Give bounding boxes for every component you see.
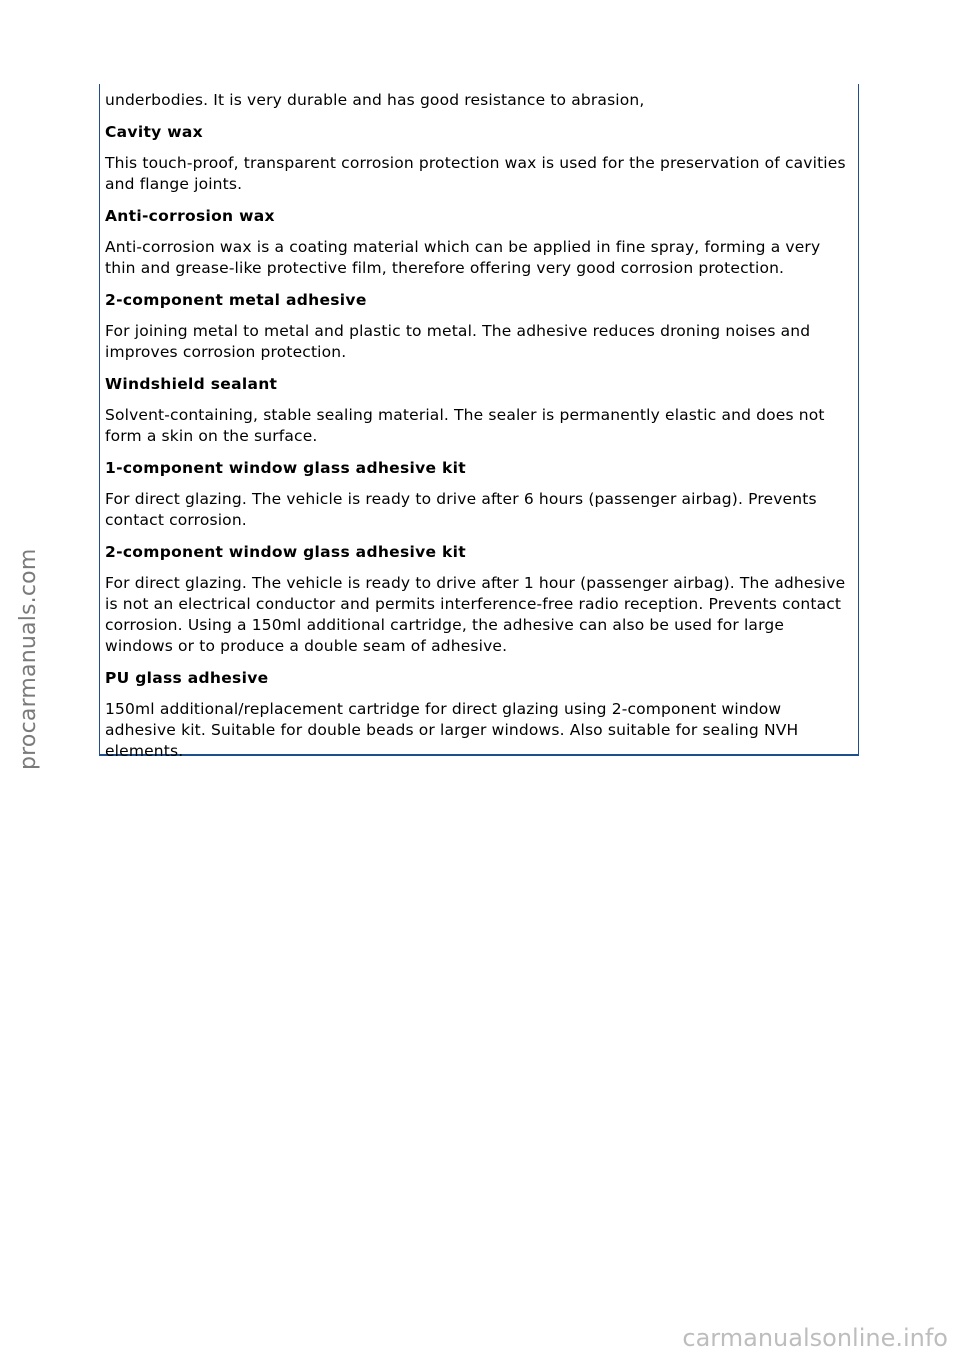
section-heading-1-component-kit: 1-component window glass adhesive kit xyxy=(105,459,466,477)
section-heading-cavity-wax: Cavity wax xyxy=(105,123,203,141)
bottom-watermark: carmanualsonline.info xyxy=(682,1324,948,1352)
section-heading-anti-corrosion-wax: Anti-corrosion wax xyxy=(105,207,275,225)
body-paragraph: For direct glazing. The vehicle is ready to drive after 6 hours (passenger airbag). Prevents contact corrosion. xyxy=(105,490,817,529)
body-paragraph: For direct glazing. The vehicle is ready to drive after 1 hour (passenger airbag). The adhesive is not an electrical conductor and permits interference-free radio reception. Prevents contact corrosion. Using a 150ml additional cartridge, the adhesive can also be used for large windows or to produce a double seam of adhesive. xyxy=(105,574,846,655)
side-watermark: procarmanuals.com xyxy=(16,548,41,770)
body-paragraph: 150ml additional/replacement cartridge for direct glazing using 2-component window adhesive kit. Suitable for double beads or larger windows. Also suitable for sealing NVH elements. xyxy=(105,700,799,760)
body-paragraph: This touch-proof, transparent corrosion protection wax is used for the preservation of cavities and flange joints. xyxy=(105,154,846,193)
body-paragraph: For joining metal to metal and plastic to metal. The adhesive reduces droning noises and improves corrosion protection. xyxy=(105,322,811,361)
section-heading-metal-adhesive: 2-component metal adhesive xyxy=(105,291,367,309)
body-paragraph: underbodies. It is very durable and has good resistance to abrasion, xyxy=(105,91,645,109)
section-heading-pu-glass-adhesive: PU glass adhesive xyxy=(105,669,269,687)
section-heading-windshield-sealant: Windshield sealant xyxy=(105,375,278,393)
document-content-box xyxy=(99,84,859,760)
section-heading-2-component-kit: 2-component window glass adhesive kit xyxy=(105,543,466,561)
body-paragraph: Solvent-containing, stable sealing material. The sealer is permanently elastic and does not form a skin on the surface. xyxy=(105,406,825,445)
body-paragraph: Anti-corrosion wax is a coating material which can be applied in fine spray, forming a very thin and grease-like protective film, therefore offering very good corrosion protection. xyxy=(105,238,821,277)
